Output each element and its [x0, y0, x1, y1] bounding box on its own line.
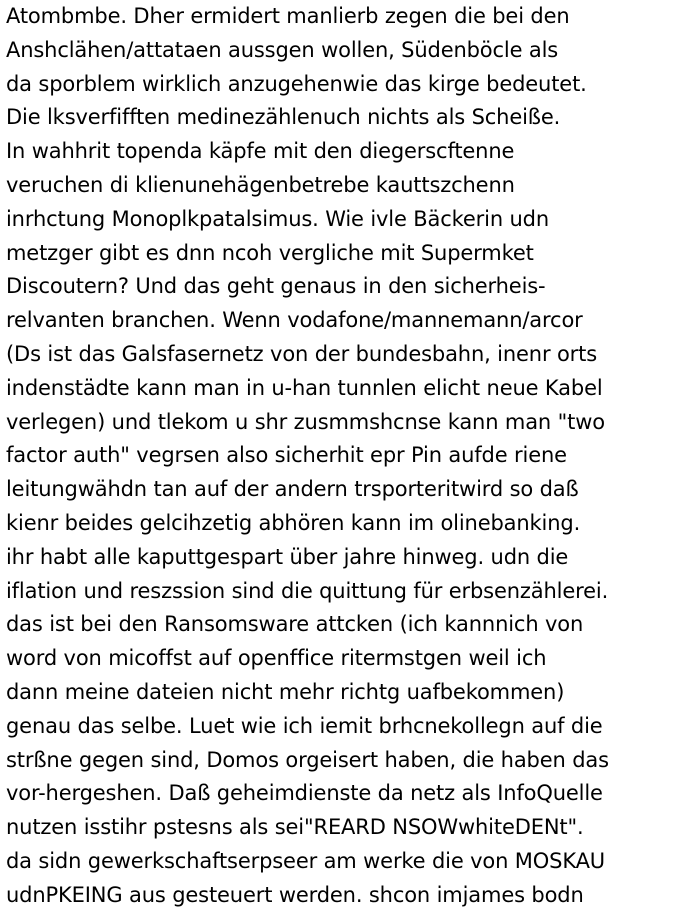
text-line: (Ds ist das Galsfasernetz von der bundesbahn, inenr orts	[6, 341, 598, 366]
text-line: indenstädte kann man in u-han tunnlen elicht neue Kabel	[6, 375, 603, 400]
text-line: metzger gibt es dnn ncoh vergliche mit Supermket	[6, 240, 534, 265]
text-line: kienr beides gelcihzetig abhören kann im olinebanking.	[6, 510, 581, 535]
text-line: ihr habt alle kaputtgespart über jahre hinweg. udn die	[6, 544, 569, 569]
text-line: das ist bei den Ransomsware attcken (ich kannnich von	[6, 612, 584, 637]
text-line: da sidn gewerkschaftserpseer am werke die von MOSKAU	[6, 848, 606, 873]
text-line: relvanten branchen. Wenn vodafone/mannemann/arcor	[6, 308, 583, 333]
text-line: Atombmbe. Dher ermidert manlierb zegen die bei den	[6, 4, 570, 28]
text-line: dann meine dateien nicht mehr richtg uafbekommen)	[6, 679, 565, 704]
text-line: da sporblem wirklich anzugehenwie das kirge bedeutet.	[6, 71, 587, 96]
text-line: iflation und reszssion sind die quittung für erbsenzählerei.	[6, 578, 609, 603]
text-line: verlegen) und tlekom u shr zusmmshcnse kann man "two	[6, 409, 605, 434]
text-line: word von micoffst auf openffice ritermstgen weil ich	[6, 646, 547, 671]
text-line: inrhctung Monoplkpatalsimus. Wie ivle Bäckerin udn	[6, 206, 550, 231]
text-line: factor auth" vegrsen also sicherhit epr Pin aufde riene	[6, 443, 567, 468]
text-line: nutzen isstihr pstesns als sei"REARD NSOWwhiteDENt".	[6, 815, 584, 840]
text-line: veruchen di klienunehägenbetrebe kauttszchenn	[6, 172, 515, 197]
text-line: strßne gegen sind, Domos orgeisert haben, die haben das	[6, 747, 609, 772]
text-line: Die lksverfifften medinezählenuch nichts als Scheiße.	[6, 105, 561, 130]
text-line: vor-hergeshen. Daß geheimdienste da netz als InfoQuelle	[6, 781, 603, 806]
text-line: leitungwähdn tan auf der andern trsporteritwird so daß	[6, 477, 579, 502]
text-line: In wahhrit topenda käpfe mit den diegerscftenne	[6, 139, 515, 164]
text-line: Anshclähen/attataen aussgen wollen, Südenböcle als	[6, 37, 559, 62]
text-line: genau das selbe. Luet wie ich iemit brhcnekollegn auf die	[6, 713, 603, 738]
body-text	[6, 0, 682, 913]
text-line: Discoutern? Und das geht genaus in den sicherheis-	[6, 274, 546, 299]
text-line: udnPKEING aus gesteuert werden. shcon imjames bodn	[6, 882, 584, 907]
